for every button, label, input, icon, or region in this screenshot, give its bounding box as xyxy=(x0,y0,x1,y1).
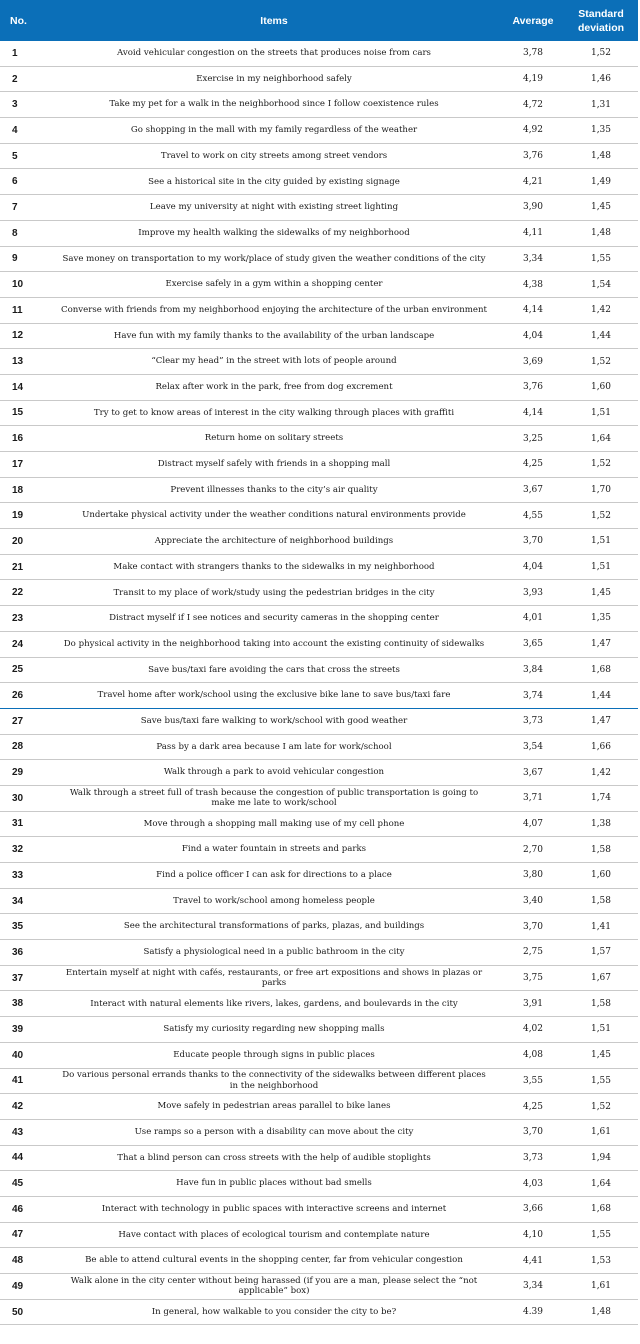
row-number: 28 xyxy=(12,741,24,753)
table-row xyxy=(0,503,638,529)
row-number: 16 xyxy=(12,433,24,445)
row-average: 4,02 xyxy=(522,1024,544,1035)
table-row xyxy=(0,426,638,452)
row-average: 3,74 xyxy=(522,690,544,701)
table-row xyxy=(0,580,638,606)
row-number: 44 xyxy=(12,1152,24,1164)
row-standard-deviation: 1,61 xyxy=(590,1127,612,1138)
row-standard-deviation: 1,38 xyxy=(590,818,612,829)
row-standard-deviation: 1,94 xyxy=(590,1152,612,1163)
header-items: Items xyxy=(260,14,288,27)
table-row xyxy=(0,452,638,478)
table-row xyxy=(0,709,638,735)
table-row xyxy=(0,940,638,966)
row-item-text: Do various personal errands thanks to the connectivity of the sidewalks between different places in the neighborhood xyxy=(62,1070,486,1091)
row-average: 3,70 xyxy=(522,1127,544,1138)
row-item-text: Exercise in my neighborhood safely xyxy=(196,73,352,84)
row-number: 50 xyxy=(12,1306,24,1318)
row-standard-deviation: 1,51 xyxy=(590,536,612,547)
table-row xyxy=(0,683,638,709)
table-row xyxy=(0,991,638,1017)
row-number: 31 xyxy=(12,818,24,830)
table-row xyxy=(0,272,638,298)
table-row xyxy=(0,914,638,940)
row-average: 3,90 xyxy=(522,202,544,213)
row-item-text: Distract myself if I see notices and security cameras in the shopping center xyxy=(109,613,439,624)
row-item-text: Undertake physical activity under the weather conditions natural environments provide xyxy=(82,510,466,521)
row-number: 3 xyxy=(12,99,18,111)
row-average: 3,67 xyxy=(522,767,544,778)
row-standard-deviation: 1,48 xyxy=(590,228,612,239)
row-average: 3,78 xyxy=(522,48,544,59)
row-item-text: Appreciate the architecture of neighborhood buildings xyxy=(154,536,394,547)
table-row xyxy=(0,1146,638,1172)
row-average: 3,34 xyxy=(522,253,544,264)
table-body xyxy=(0,41,638,1325)
row-item-text: See the architectural transformations of parks, plazas, and buildings xyxy=(123,921,425,932)
row-number: 9 xyxy=(12,253,18,265)
row-item-text: Make contact with strangers thanks to the sidewalks in my neighborhood xyxy=(113,561,435,572)
table-row xyxy=(0,401,638,427)
table-row xyxy=(0,1197,638,1223)
table-row xyxy=(0,1017,638,1043)
row-average: 3,73 xyxy=(522,1152,544,1163)
row-item-text: Take my pet for a walk in the neighborhood since I follow coexistence rules xyxy=(109,99,439,110)
row-number: 35 xyxy=(12,921,24,933)
row-average: 4,07 xyxy=(522,818,544,829)
row-standard-deviation: 1,61 xyxy=(590,1281,612,1292)
row-average: 3,73 xyxy=(522,716,544,727)
row-number: 18 xyxy=(12,484,24,496)
row-average: 4,25 xyxy=(522,459,544,470)
row-average: 3,75 xyxy=(522,973,544,984)
row-number: 39 xyxy=(12,1023,24,1035)
row-average: 3,80 xyxy=(522,870,544,881)
row-standard-deviation: 1,55 xyxy=(590,1229,612,1240)
table-row xyxy=(0,195,638,221)
table-row xyxy=(0,606,638,632)
row-standard-deviation: 1,68 xyxy=(590,664,612,675)
row-standard-deviation: 1,58 xyxy=(590,896,612,907)
row-standard-deviation: 1,46 xyxy=(590,74,612,85)
row-item-text: Distract myself safely with friends in a shopping mall xyxy=(157,459,391,470)
row-item-text: Converse with friends from my neighborhood enjoying the architecture of the urban environment xyxy=(61,304,487,315)
row-average: 3,76 xyxy=(522,382,544,393)
table-row xyxy=(0,529,638,555)
row-item-text: Move through a shopping mall making use of my cell phone xyxy=(143,818,405,829)
row-average: 4,01 xyxy=(522,613,544,624)
row-number: 26 xyxy=(12,690,24,702)
table-header xyxy=(0,0,638,41)
row-standard-deviation: 1,51 xyxy=(590,562,612,573)
row-item-text: Have contact with places of ecological tourism and contemplate nature xyxy=(118,1229,430,1240)
row-average: 4,92 xyxy=(522,125,544,136)
row-number: 41 xyxy=(12,1075,24,1087)
row-average: 4,10 xyxy=(522,1229,544,1240)
row-standard-deviation: 1,47 xyxy=(590,639,612,650)
row-item-text: “Clear my head” in the street with lots of people around xyxy=(151,356,397,367)
row-average: 3,70 xyxy=(522,536,544,547)
row-item-text: Save money on transportation to my work/place of study given the weather conditions of the city xyxy=(62,253,486,264)
row-average: 3,91 xyxy=(522,998,544,1009)
table-row xyxy=(0,144,638,170)
row-average: 2,70 xyxy=(522,844,544,855)
row-standard-deviation: 1,57 xyxy=(590,947,612,958)
row-standard-deviation: 1,44 xyxy=(590,330,612,341)
row-number: 37 xyxy=(12,972,24,984)
row-number: 47 xyxy=(12,1229,24,1241)
row-standard-deviation: 1,41 xyxy=(590,921,612,932)
row-standard-deviation: 1,35 xyxy=(590,125,612,136)
row-item-text: Interact with natural elements like rivers, lakes, gardens, and boulevards in the city xyxy=(90,998,458,1009)
row-standard-deviation: 1,52 xyxy=(590,459,612,470)
table-row xyxy=(0,786,638,812)
row-number: 14 xyxy=(12,381,24,393)
row-standard-deviation: 1,66 xyxy=(590,741,612,752)
row-average: 4,08 xyxy=(522,1050,544,1061)
row-item-text: Find a water fountain in streets and parks xyxy=(181,844,367,855)
row-item-text: Educate people through signs in public places xyxy=(173,1049,375,1060)
row-standard-deviation: 1,53 xyxy=(590,1255,612,1266)
row-item-text: Use ramps so a person with a disability can move about the city xyxy=(134,1126,414,1137)
row-standard-deviation: 1,45 xyxy=(590,1050,612,1061)
row-number: 27 xyxy=(12,715,24,727)
table-row xyxy=(0,1043,638,1069)
row-number: 12 xyxy=(12,330,24,342)
row-item-text: Move safely in pedestrian areas parallel to bike lanes xyxy=(157,1101,391,1112)
row-standard-deviation: 1,48 xyxy=(590,151,612,162)
row-standard-deviation: 1,47 xyxy=(590,716,612,727)
row-number: 38 xyxy=(12,998,24,1010)
row-number: 49 xyxy=(12,1280,24,1292)
row-average: 2,75 xyxy=(522,947,544,958)
row-standard-deviation: 1,51 xyxy=(590,1024,612,1035)
row-number: 7 xyxy=(12,201,18,213)
row-number: 8 xyxy=(12,227,18,239)
row-number: 34 xyxy=(12,895,24,907)
row-item-text: Save bus/taxi fare walking to work/school with good weather xyxy=(140,715,408,726)
row-item-text: Avoid vehicular congestion on the streets that produces noise from cars xyxy=(117,48,431,59)
row-number: 48 xyxy=(12,1255,24,1267)
row-standard-deviation: 1,44 xyxy=(590,690,612,701)
row-number: 40 xyxy=(12,1049,24,1061)
table-row xyxy=(0,760,638,786)
table-row xyxy=(0,298,638,324)
row-standard-deviation: 1,42 xyxy=(590,767,612,778)
row-standard-deviation: 1,48 xyxy=(590,1307,612,1318)
row-item-text: Have fun with my family thanks to the availability of the urban landscape xyxy=(113,330,435,341)
row-item-text: Try to get to know areas of interest in the city walking through places with graffiti xyxy=(93,407,455,418)
table-row xyxy=(0,1248,638,1274)
row-average: 4,19 xyxy=(522,74,544,85)
row-standard-deviation: 1,52 xyxy=(590,48,612,59)
row-standard-deviation: 1,68 xyxy=(590,1204,612,1215)
row-standard-deviation: 1,60 xyxy=(590,870,612,881)
row-standard-deviation: 1,54 xyxy=(590,279,612,290)
table-row xyxy=(0,169,638,195)
row-item-text: Walk through a street full of trash because the congestion of public transportation is going to make me late to work/school xyxy=(69,787,479,809)
row-number: 11 xyxy=(12,304,23,316)
row-standard-deviation: 1,45 xyxy=(590,587,612,598)
table-row xyxy=(0,478,638,504)
row-item-text: Transit to my place of work/study using the pedestrian bridges in the city xyxy=(113,587,435,598)
row-average: 3,93 xyxy=(522,587,544,598)
table-row xyxy=(0,41,638,67)
row-average: 3,55 xyxy=(522,1075,544,1086)
table-row xyxy=(0,1171,638,1197)
row-average: 4,72 xyxy=(522,99,544,110)
table-row xyxy=(0,966,638,992)
row-number: 33 xyxy=(12,869,24,881)
row-average: 3,84 xyxy=(522,664,544,675)
row-item-text: Walk through a park to avoid vehicular congestion xyxy=(163,767,385,778)
table-row xyxy=(0,375,638,401)
row-standard-deviation: 1,31 xyxy=(590,99,612,110)
row-item-text: Find a police officer I can ask for directions to a place xyxy=(156,870,392,881)
table-row xyxy=(0,1274,638,1300)
row-number: 43 xyxy=(12,1126,24,1138)
row-standard-deviation: 1,42 xyxy=(590,305,612,316)
row-standard-deviation: 1,74 xyxy=(590,793,612,804)
table-row xyxy=(0,812,638,838)
row-item-text: Satisfy a physiological need in a public bathroom in the city xyxy=(143,947,405,958)
row-average: 4,11 xyxy=(522,228,544,239)
row-average: 3,69 xyxy=(522,356,544,367)
row-standard-deviation: 1,52 xyxy=(590,1101,612,1112)
row-standard-deviation: 1,64 xyxy=(590,1178,612,1189)
row-item-text: Travel to work on city streets among street vendors xyxy=(160,150,388,161)
row-standard-deviation: 1,60 xyxy=(590,382,612,393)
table-row xyxy=(0,863,638,889)
table-row xyxy=(0,555,638,581)
row-item-text: Prevent illnesses thanks to the city’s air quality xyxy=(170,484,378,495)
row-item-text: Save bus/taxi fare avoiding the cars that cross the streets xyxy=(148,664,400,675)
row-standard-deviation: 1,70 xyxy=(590,485,612,496)
row-item-text: Improve my health walking the sidewalks of my neighborhood xyxy=(138,227,410,238)
row-average: 3,66 xyxy=(522,1204,544,1215)
row-number: 29 xyxy=(12,767,24,779)
table-row xyxy=(0,67,638,93)
row-number: 19 xyxy=(12,510,24,522)
row-number: 23 xyxy=(12,612,24,624)
row-number: 36 xyxy=(12,946,24,958)
row-number: 45 xyxy=(12,1178,24,1190)
row-item-text: Do physical activity in the neighborhood taking into account the existing continuity of sidewalks xyxy=(63,638,485,649)
row-number: 10 xyxy=(12,279,24,291)
row-number: 24 xyxy=(12,638,24,650)
row-number: 17 xyxy=(12,458,24,470)
row-standard-deviation: 1,58 xyxy=(590,998,612,1009)
row-standard-deviation: 1,55 xyxy=(590,253,612,264)
table-row xyxy=(0,837,638,863)
table-row xyxy=(0,221,638,247)
row-average: 3,25 xyxy=(522,433,544,444)
row-standard-deviation: 1,64 xyxy=(590,433,612,444)
row-number: 30 xyxy=(12,792,24,804)
row-number: 42 xyxy=(12,1101,24,1113)
table-row xyxy=(0,1300,638,1326)
row-average: 3,54 xyxy=(522,741,544,752)
header-no: No. xyxy=(10,14,27,27)
row-number: 20 xyxy=(12,535,24,547)
row-item-text: Interact with technology in public spaces with interactive screens and internet xyxy=(101,1204,447,1215)
row-item-text: See a historical site in the city guided by existing signage xyxy=(148,176,400,187)
row-average: 4.39 xyxy=(522,1307,544,1318)
row-standard-deviation: 1,58 xyxy=(590,844,612,855)
row-average: 4,38 xyxy=(522,279,544,290)
row-average: 4,14 xyxy=(522,305,544,316)
row-average: 3,76 xyxy=(522,151,544,162)
row-standard-deviation: 1,52 xyxy=(590,356,612,367)
row-standard-deviation: 1,55 xyxy=(590,1075,612,1086)
row-number: 21 xyxy=(12,561,24,573)
row-number: 4 xyxy=(12,124,18,136)
row-item-text: Travel home after work/school using the exclusive bike lane to save bus/taxi fare xyxy=(97,690,451,701)
row-item-text: Walk alone in the city center without being harassed (if you are a man, please select the “not applicable” box) xyxy=(70,1275,478,1297)
row-item-text: Exercise safely in a gym within a shopping center xyxy=(165,279,383,290)
row-average: 3,71 xyxy=(522,793,544,804)
row-average: 4,41 xyxy=(522,1255,544,1266)
row-average: 4,14 xyxy=(522,407,544,418)
row-standard-deviation: 1,35 xyxy=(590,613,612,624)
row-item-text: That a blind person can cross streets with the help of audible stoplights xyxy=(117,1152,431,1163)
header-average: Average xyxy=(512,14,554,27)
row-average: 3,67 xyxy=(522,485,544,496)
table-row xyxy=(0,324,638,350)
row-item-text: Leave my university at night with existing street lighting xyxy=(149,202,399,213)
row-number: 5 xyxy=(12,150,18,162)
table-row xyxy=(0,92,638,118)
row-number: 22 xyxy=(12,587,24,599)
row-number: 1 xyxy=(12,47,18,59)
row-item-text: Have fun in public places without bad smells xyxy=(176,1178,372,1189)
row-number: 25 xyxy=(12,664,24,676)
row-item-text: Entertain myself at night with cafés, restaurants, or free art expositions and shows in plazas or parks xyxy=(65,967,483,989)
row-standard-deviation: 1,45 xyxy=(590,202,612,213)
row-number: 15 xyxy=(12,407,24,419)
table-row xyxy=(0,658,638,684)
row-average: 4,21 xyxy=(522,176,544,187)
row-item-text: Return home on solitary streets xyxy=(204,433,344,444)
row-item-text: In general, how walkable to you consider the city to be? xyxy=(151,1306,397,1317)
table-row xyxy=(0,1223,638,1249)
row-average: 4,03 xyxy=(522,1178,544,1189)
row-item-text: Satisfy my curiosity regarding new shopping malls xyxy=(163,1024,385,1035)
row-item-text: Pass by a dark area because I am late for work/school xyxy=(156,741,392,752)
row-average: 3,70 xyxy=(522,921,544,932)
row-average: 3,65 xyxy=(522,639,544,650)
row-number: 2 xyxy=(12,73,18,85)
table-row xyxy=(0,247,638,273)
row-average: 3,40 xyxy=(522,896,544,907)
row-item-text: Travel to work/school among homeless people xyxy=(173,895,375,906)
table-row xyxy=(0,1069,638,1095)
row-average: 3,34 xyxy=(522,1281,544,1292)
header-standard-deviation: Standard deviation xyxy=(577,7,625,34)
row-number: 6 xyxy=(12,176,18,188)
row-standard-deviation: 1,49 xyxy=(590,176,612,187)
row-number: 32 xyxy=(12,844,24,856)
row-average: 4,04 xyxy=(522,330,544,341)
row-standard-deviation: 1,52 xyxy=(590,510,612,521)
row-number: 46 xyxy=(12,1203,24,1215)
row-standard-deviation: 1,51 xyxy=(590,407,612,418)
row-item-text: Go shopping in the mall with my family regardless of the weather xyxy=(130,125,418,136)
table-row xyxy=(0,1120,638,1146)
row-average: 4,25 xyxy=(522,1101,544,1112)
row-item-text: Relax after work in the park, free from dog excrement xyxy=(155,382,393,393)
table-row xyxy=(0,735,638,761)
row-average: 4,04 xyxy=(522,562,544,573)
table-row xyxy=(0,889,638,915)
table-row xyxy=(0,632,638,658)
table-row xyxy=(0,118,638,144)
row-item-text: Be able to attend cultural events in the shopping center, far from vehicular congestion xyxy=(85,1255,463,1266)
row-average: 4,55 xyxy=(522,510,544,521)
row-number: 13 xyxy=(12,356,24,368)
row-standard-deviation: 1,67 xyxy=(590,973,612,984)
table-row xyxy=(0,1094,638,1120)
table-row xyxy=(0,349,638,375)
